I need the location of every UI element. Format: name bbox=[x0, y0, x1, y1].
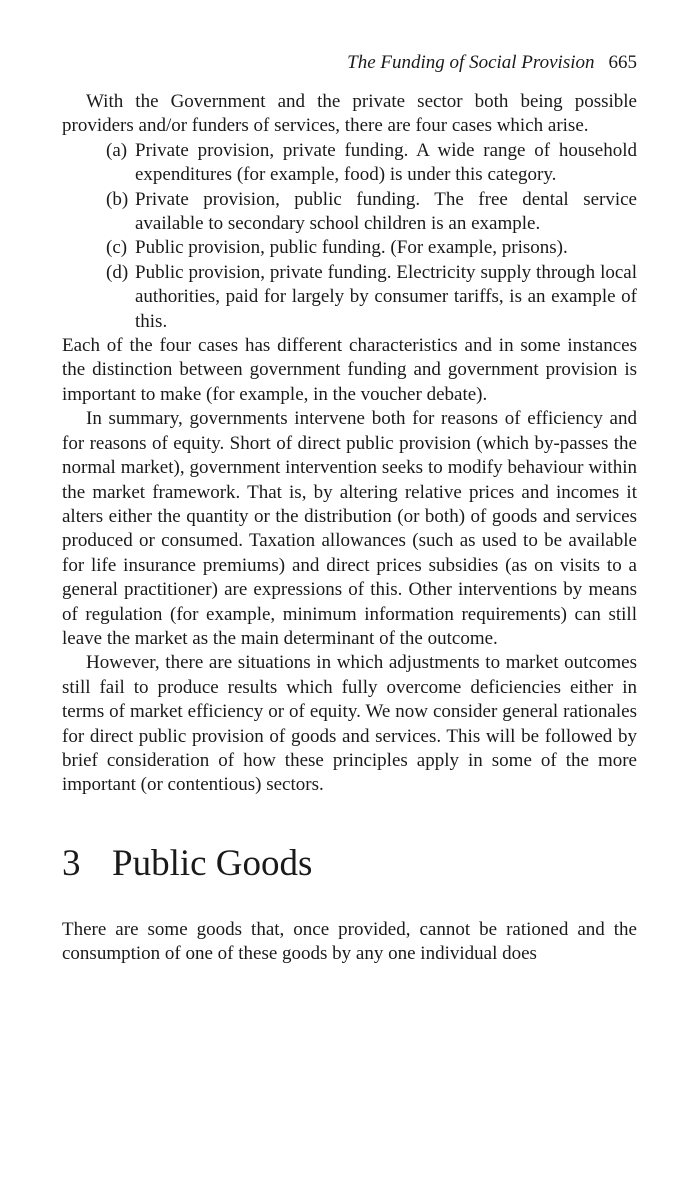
list-item bbox=[106, 188, 637, 237]
section-number: 3 bbox=[62, 842, 81, 884]
list-item-text: Private provision, private funding. A wide range of household expenditures (for example, food) is under this category. bbox=[135, 139, 637, 186]
list-marker: (d) bbox=[106, 261, 129, 283]
running-head bbox=[62, 50, 637, 76]
list-marker: (a) bbox=[106, 139, 128, 161]
after-cases-paragraph: Each of the four cases has different characteristics and in some instances the distinction between government funding and government provision is important to make (for example, in the voucher debate). bbox=[62, 335, 637, 405]
page-number: 665 bbox=[608, 52, 637, 73]
book-page bbox=[62, 50, 637, 967]
summary-paragraph: In summary, governments intervene both for reasons of efficiency and for reasons of equity. Short of direct public provision (which by-passes the normal market), government intervention seeks to modify behaviour within the market framework. That is, by altering relative prices and incomes it alters either the quantity or the distribution (or both) of goods and services produced or consumed. Taxation allowances (such as used to be available for life insurance premiums) and direct prices subsidies (as on visits to a general practitioner) are expressions of this. Other interventions by means of regulation (for example, minimum information requirements) can still leave the market as the main determinant of the outcome. bbox=[62, 408, 637, 649]
list-item bbox=[106, 139, 637, 188]
running-title: The Funding of Social Provision bbox=[347, 52, 595, 73]
intro-paragraph: With the Government and the private sector both being possible providers and/or funders of services, there are four cases which arise. bbox=[62, 91, 637, 137]
cases-list bbox=[62, 139, 637, 334]
list-item-text: Private provision, public funding. The free dental service available to secondary school children is an example. bbox=[135, 188, 637, 235]
list-item bbox=[106, 261, 637, 334]
list-marker: (c) bbox=[106, 237, 128, 259]
section-title: Public Goods bbox=[112, 842, 313, 884]
list-item-text: Public provision, private funding. Electricity supply through local authorities, paid for largely by consumer tariffs, is an example of this. bbox=[135, 261, 637, 332]
list-item bbox=[106, 236, 637, 260]
list-item-text: Public provision, public funding. (For example, prisons). bbox=[135, 237, 568, 259]
section-heading bbox=[62, 844, 637, 884]
list-marker: (b) bbox=[106, 188, 129, 210]
however-paragraph: However, there are situations in which adjustments to market outcomes still fail to produce results which fully overcome deficiencies either in terms of market efficiency or of equity. We now consider general rationales for direct public provision of goods and services. This will be followed by brief consideration of how these principles apply in some of the more important (or contentious) sectors. bbox=[62, 652, 637, 796]
section-first-paragraph: There are some goods that, once provided, cannot be rationed and the consumption of one of these goods by any one individual does bbox=[62, 918, 637, 965]
